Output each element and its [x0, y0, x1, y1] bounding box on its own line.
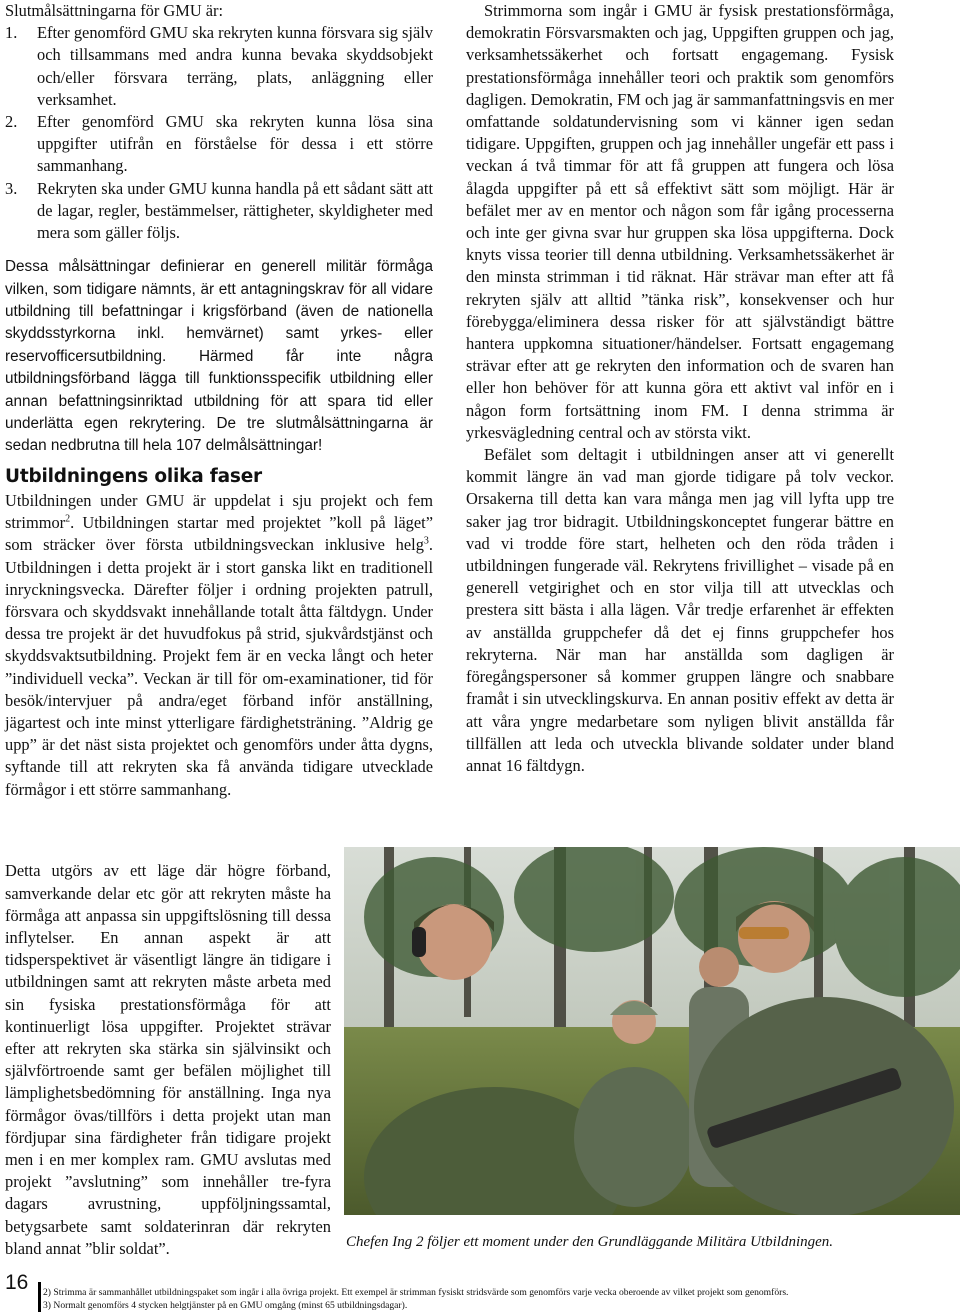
strimmor-paragraph: Strimmorna som ingår i GMU är fysisk prestationsförmåga, demokratin Försvarsmakten och jag, Uppgiften gruppen och jag, verksamhetssäkerhet och fortsatt engagemang. Fysisk prestationsförmåga innehåller teori och praktik som genomförs dagligen. Demokratin, FM och jag är sammanfattningsvis en mer omfattande soldatundervisning som vi känner igen sedan tidigare. Uppgiften, gruppen och jag innehåller ungefär ett pass i veckan á två timmar för att få gruppen att fungera och lösa ålagda uppgifter på ett så effektivt sätt som möjligt. Här är befälet mer av en mentor och någon som får igång processerna och inte ger givna svar hur gruppen ska lösa uppgifterna. Dock knyts vissa teorier till denna utbildning. Verksamhetssäkerhet är den minsta strimman i tid räknat. Här strävar man efter att få rekryten själv att alltid ”tänka risk”, konsekvenser och hur förebygga/eliminera dessa risker för att självständigt bättre hantera uppkomna situationer/händelser. Fortsatt engagemang strävar efter att ge rekryten den information och de svaren han eller hon behöver för att kunna göra ett aktivt val inför en i någon form fortsättning inom FM. I denna strimma är yrkesvägledning central och av största vikt. [466, 1, 894, 442]
page-number: 16 [5, 1271, 29, 1294]
goals-intro: Slutmålsättningarna för GMU är: [5, 1, 224, 20]
photo-illustration [344, 847, 960, 1215]
definition-paragraph: Dessa målsättningar definierar en generell militär förmåga vilken, som tidigare nämnts, är ett antagningskrav för all vidare utbildning till befattningar i krigsförband (även de nationella skyddsstyrkorna inkl. hemvärnet) samt yrkes- eller reservofficersutbildning. Härmed får inte några utbildningsförband lägga till funktionsspecifik utbildning eller annan befattningsinriktad utbildning för att spara tid eller underlätta egen rekrytering. De tre slutmålsättningarna är sedan nedbrutna till hela 107 delmålsättningar! [5, 258, 433, 455]
footnote-ref-3[interactable]: 3 [423, 535, 429, 547]
list-item-text: Rekryten ska under GMU kunna handla på ett sådant sätt att de lagar, regler, bestämmelser, rättigheter, skyldigheter med mera som gäller följs. [37, 178, 433, 243]
phases-text-3: . Utbildningen i detta projekt är i stort ganska likt en traditionell inryckningsvecka. Därefter följer i ordning projekten patrull, försvara och skyddsvakt innehållande totalt åtta fältdygn. Under dessa tre projekt är det huvudfokus på strid, sjukvårdstjänst och skyddsvaktsutbildning. Projekt fem är en vecka långt och heter ”individuell vecka”. Veckan är till för om-examinationer, tid för besök/intervjuer på andra/eget förband inför anställning, jägartest och inte minst ytterligare färdighetsträning. ”Aldrig ge upp” är det näst sista projektet och genomförs under åtta dygns, syftande till att rekryten ska få använda tidigare utvecklade förmågor i ett större sammanhang. [5, 535, 433, 799]
footnote-ref-2[interactable]: 2 [65, 513, 71, 525]
phases-paragraph [5, 490, 433, 801]
befal-paragraph: Befälet som deltagit i utbildningen anser att vi generellt kommit längre än vad man gjorde tidigare på tolv veckor. Orsakerna till detta kan vara många men jag vill lyfta upp tre saker jag tror bidragit. Utbildningskonceptet fungerar bättre en vad vi trodde före start, helheten och den röda tråden i utbildningen fungerade väl. Rekrytens frivillighet – visade på en generell vetgirighet och en stor vilja till att utvecklas och prestera sitt bästa i alla lägen. Vår tredje erfarenhet är effekten av anställda gruppchefer då det ej finns gruppchefer hos rekryterna. När man har anställda som dagligen är föregångspersoner så kommer gruppen längre och snabbare framåt i sin utvecklingskurva. En annan positiv effekt av detta är att våra yngre medarbetare som nyligen blivit anställda får tillfällen att leda och utveckla blivande soldater under bland annat 16 fältdygn. [466, 445, 894, 775]
list-item [5, 178, 433, 245]
list-item [5, 22, 433, 111]
spacer [5, 244, 433, 256]
section-heading: Utbildningens olika faser [5, 465, 262, 487]
phases-text-1: Utbildningen under GMU är uppdelat i sju projekt och fem strimmor [5, 490, 433, 533]
footnote-divider [38, 1282, 41, 1312]
list-item-number: 3. [5, 178, 18, 198]
list-item-number: 2. [5, 112, 18, 132]
right-column [466, 0, 894, 777]
list-item-text: Efter genomförd GMU ska rekryten kunna lösa sina uppgifter utifrån en förståelse för dessa i ett större sammanhang. [37, 112, 433, 176]
footnote-2: 2) Strimma är sammanhållet utbildningspaket som ingår i alla övriga projekt. Ett exempel är strimman fysiskt stridsvärde som genomförs varje vecka oberoende av vilket projekt som genomförs. [43, 1287, 789, 1298]
list-item-text: Efter genomförd GMU ska rekryten kunna försvara sig själv och tillsammans med andra kunna bevaka skyddsobjekt och/eller försvara terräng, plats, anläggning eller verksamhet. [37, 23, 433, 109]
list-item [5, 111, 433, 178]
list-item-number: 1. [5, 23, 18, 43]
soldiers-photo [344, 847, 960, 1215]
phases-text-2: . Utbildningen startar med projektet ”koll på läget” som sträcker över första utbildningsveckan inklusive helg [5, 513, 433, 555]
left-column [5, 0, 433, 801]
narrow-paragraph: Detta utgörs av ett läge där högre förband, samverkande delar etc gör att rekryten måste ha förmåga att anpassa sin uppgiftslösning till dessa inflytelser. En annan aspekt är att tidsperspektivet är väsentligt längre än tidigare i utbildningen samt att rekryten måste arbeta med sin fysiska prestationsförmåga för att kontinuerligt lösa uppgifter. Projektet strävar efter att rekryten ska stärka sin självinsikt och självförtroende samt ger befälen möjlighet till lämplighetsbedömning för anställning. Inga nya förmågor övas/tillförs i detta projekt utan man fördjupar sina färdigheter från tidigare projekt men i en mer komplex ram. GMU avslutas med projekt ”avslutning” som innehåller tre-fyra dagars avrustning, uppföljningssamtal, betygsarbete samt soldaterinran där rekryten bland annat ”blir soldat”. [5, 861, 331, 1258]
photo-caption: Chefen Ing 2 följer ett moment under den Grundläggande Militära Utbildningen. [346, 1234, 834, 1250]
footnote-3: 3) Normalt genomförs 4 stycken helgtjänster på en GMU omgång (minst 65 utbildningsdagar). [43, 1300, 408, 1311]
footnotes [43, 1286, 958, 1312]
goals-list [5, 22, 433, 244]
